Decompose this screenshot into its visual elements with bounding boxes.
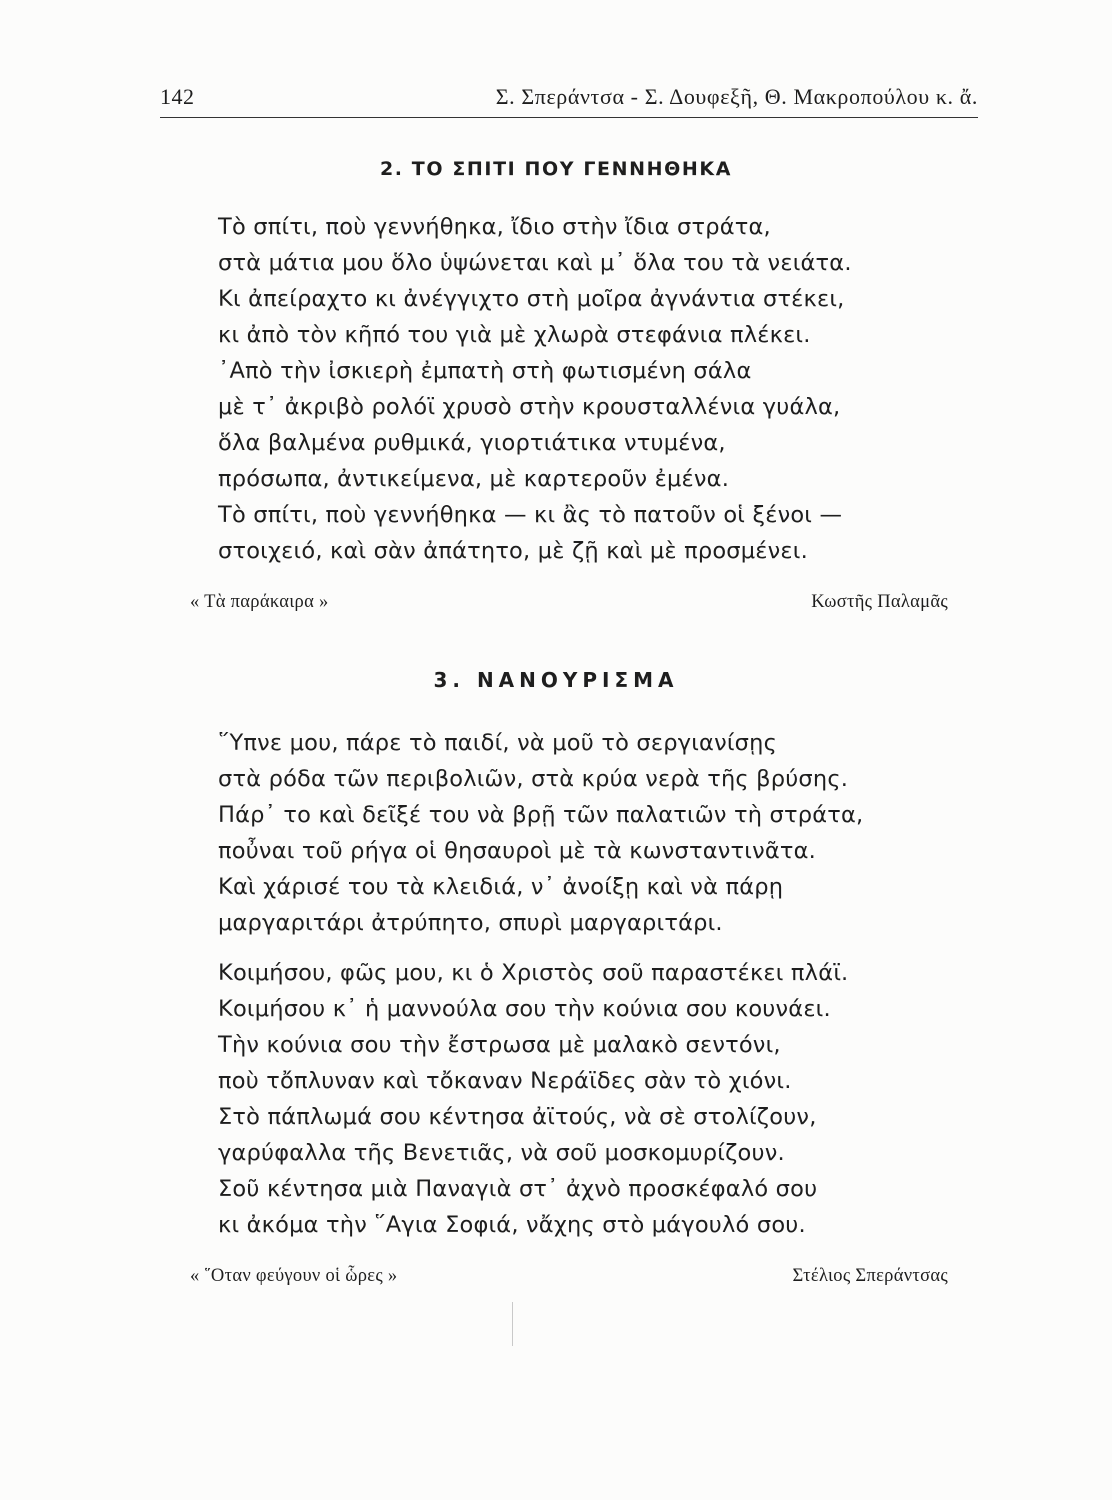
poem-line: Σοῦ κέντησα μιὰ Παναγιὰ στ᾽ ἀχνὸ προσκέφαλό σου (218, 1176, 818, 1202)
header-authors: Σ. Σπεράντσα - Σ. Δουφεξῆ, Θ. Μακροπούλου κ. ἄ. (495, 84, 978, 109)
poem-line: ὅλα βαλμένα ρυθμικά, γιορτιάτικα ντυμένα, (218, 430, 726, 456)
poem-line: ποὺ τὄπλυναν καὶ τὄκαναν Νεράϊδες σὰν τὸ χιόνι. (218, 1068, 792, 1094)
attribution-house (190, 592, 948, 618)
poem-line: Καὶ χάρισέ του τὰ κλειδιά, ν᾽ ἀνοίξῃ καὶ νὰ πάρῃ (218, 874, 784, 900)
attribution-lullaby (190, 1266, 948, 1292)
header-rule (160, 117, 978, 118)
poem-line: Τὴν κούνια σου τὴν ἔστρωσα μὲ μαλακὸ σεντόνι, (218, 1032, 781, 1058)
poem-line: Πάρ᾽ το καὶ δεῖξέ του νὰ βρῇ τῶν παλατιῶν τὴ στράτα, (218, 802, 864, 828)
poem-line: κι ἀκόμα τὴν ῞Αγια Σοφιά, νἄχης στὸ μάγουλό σου. (218, 1212, 806, 1238)
section-title-house: 2. ΤΟ ΣΠΙΤΙ ΠΟΥ ΓΕΝΝΗΘΗΚΑ (379, 158, 733, 180)
poem-line: Κοιμήσου, φῶς μου, κι ὁ Χριστὸς σοῦ παραστέκει πλάϊ. (218, 960, 849, 986)
page-number: 142 (160, 84, 195, 109)
poem-line: Κι ἀπείραχτο κι ἀνέγγιχτο στὴ μοῖρα ἀγνάντια στέκει, (218, 286, 845, 312)
source-title: « Τὰ παράκαιρα » (190, 592, 329, 612)
poem-line: πρόσωπα, ἀντικείμενα, μὲ καρτεροῦν ἐμένα. (218, 466, 730, 492)
poem-line: κι ἀπὸ τὸν κῆπό του γιὰ μὲ χλωρὰ στεφάνια πλέκει. (218, 322, 811, 348)
poem-line: Κοιμήσου κ᾽ ἡ μαννούλα σου τὴν κούνια σου κουνάει. (218, 996, 831, 1022)
poem-line: στὰ ρόδα τῶν περιβολιῶν, στὰ κρύα νερὰ τῆς βρύσης. (218, 766, 849, 792)
paper-mark (512, 1302, 513, 1346)
section-title-lullaby: 3. ΝΑΝΟΥΡΙΣΜΑ (433, 668, 679, 692)
poem-line: Στὸ πάπλωμά σου κέντησα ἀϊτούς, νὰ σὲ στολίζουν, (218, 1104, 817, 1130)
running-header (160, 84, 978, 114)
poem-line: Τὸ σπίτι, ποὺ γεννήθηκα, ἴδιο στὴν ἴδια στράτα, (218, 214, 771, 240)
poem-line: Τὸ σπίτι, ποὺ γεννήθηκα — κι ἂς τὸ πατοῦν οἱ ξένοι — (218, 502, 843, 528)
poem-line: ποὖναι τοῦ ρήγα οἱ θησαυροὶ μὲ τὰ κωνσταντινᾶτα. (218, 838, 817, 864)
source-author: Στέλιος Σπεράντσας (792, 1266, 948, 1286)
source-author: Κωστῆς Παλαμᾶς (811, 592, 948, 612)
poem-line: ᾽Απὸ τὴν ἰσκιερὴ ἐμπατὴ στὴ φωτισμένη σάλα (218, 358, 752, 384)
poem-line: στοιχειό, καὶ σὰν ἀπάτητο, μὲ ζῇ καὶ μὲ προσμένει. (218, 538, 808, 564)
poem-line: γαρύφαλλα τῆς Βενετιᾶς, νὰ σοῦ μοσκομυρίζουν. (218, 1140, 785, 1166)
poem-line: ῞Υπνε μου, πάρε τὸ παιδί, νὰ μοῦ τὸ σεργιανίσῃς (218, 730, 777, 756)
source-title: « ῞Οταν φεύγουν οἱ ὧρες » (190, 1266, 398, 1286)
poem-line: μαργαριτάρι ἀτρύπητο, σπυρὶ μαργαριτάρι. (218, 910, 723, 936)
poem-line: στὰ μάτια μου ὅλο ὑψώνεται καὶ μ᾽ ὅλα του τὰ νειάτα. (218, 250, 852, 276)
poem-line: μὲ τ᾽ ἀκριβὸ ρολόϊ χρυσὸ στὴν κρουσταλλένια γυάλα, (218, 394, 841, 420)
